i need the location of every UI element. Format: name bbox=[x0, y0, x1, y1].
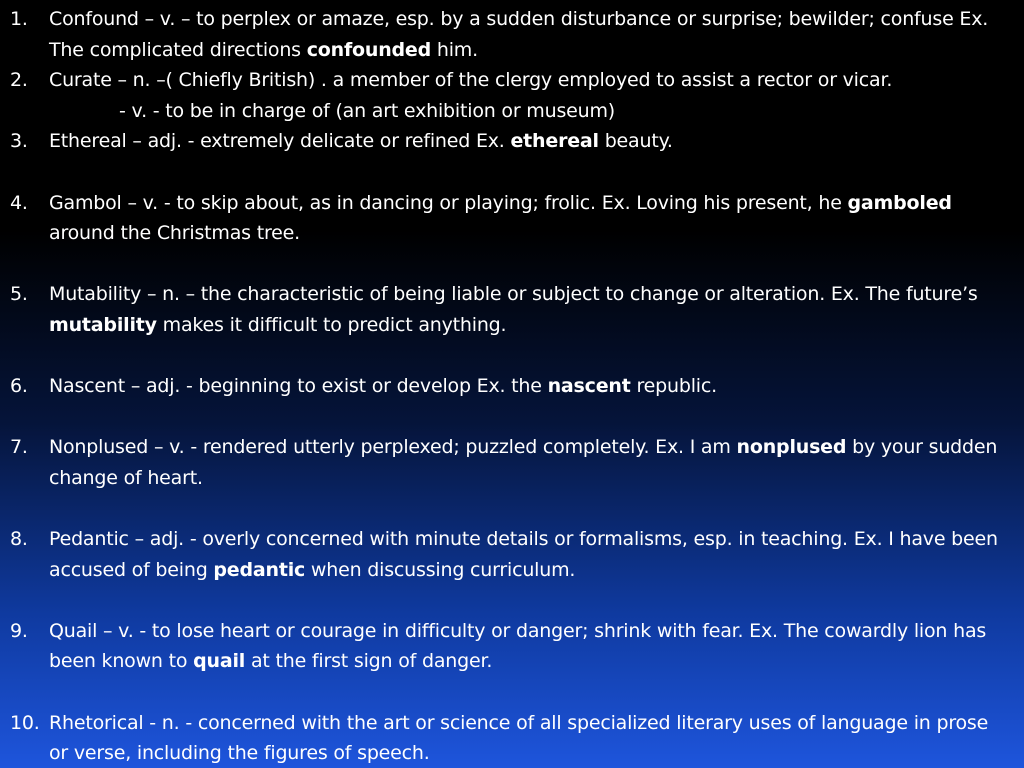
item-text bbox=[49, 371, 1010, 402]
list-item bbox=[0, 279, 1010, 340]
definition-text: Curate – n. –( Chiefly British) . a member of the clergy employed to assist a rector or vicar. bbox=[49, 69, 893, 92]
definition-text: Pedantic – adj. - overly concerned with minute details or formalisms, esp. in teaching. Ex. I have been accused of being bbox=[49, 528, 998, 581]
definition-text: Ethereal – adj. - extremely delicate or refined Ex. bbox=[49, 130, 511, 153]
item-text bbox=[49, 524, 1010, 585]
example-tail: republic. bbox=[630, 375, 717, 398]
example-keyword: nonplused bbox=[736, 436, 847, 459]
item-number: 4. bbox=[10, 191, 28, 214]
item-number: 10. bbox=[10, 711, 40, 734]
example-tail: at the first sign of danger. bbox=[245, 650, 493, 673]
list-item bbox=[0, 188, 1010, 249]
sub-definition: - v. - to be in charge of (an art exhibition or museum) bbox=[119, 99, 616, 122]
example-keyword: confounded bbox=[306, 38, 432, 61]
example-keyword: quail bbox=[193, 650, 246, 673]
item-number: 9. bbox=[10, 619, 28, 642]
item-text bbox=[49, 65, 1010, 126]
definition-text: Quail – v. - to lose heart or courage in difficulty or danger; shrink with fear. Ex. The cowardly lion has been known to bbox=[49, 619, 987, 673]
item-text bbox=[49, 126, 1010, 157]
list-item bbox=[0, 126, 1010, 157]
example-tail: him. bbox=[431, 38, 478, 61]
definition-text: Mutability – n. – the characteristic of being liable or subject to change or alteration. Ex. The future’s bbox=[49, 283, 978, 306]
item-text bbox=[49, 4, 1010, 65]
example-tail: around the Christmas tree. bbox=[49, 222, 300, 245]
definition-text: Rhetorical - n. - concerned with the art or science of all specialized literary uses of language in prose or verse, including the figures of speech. bbox=[49, 711, 989, 765]
example-keyword: pedantic bbox=[213, 558, 306, 581]
list-item bbox=[0, 432, 1010, 493]
example-keyword: gamboled bbox=[847, 191, 952, 214]
vocabulary-list bbox=[0, 4, 1010, 768]
list-item bbox=[0, 4, 1010, 65]
item-number: 2. bbox=[10, 69, 28, 92]
item-number: 5. bbox=[10, 283, 28, 306]
list-item bbox=[0, 65, 1010, 126]
item-text bbox=[49, 279, 1010, 340]
item-text bbox=[49, 708, 1010, 768]
definition-text: Confound – v. – to perplex or amaze, esp. by a sudden disturbance or surprise; bewilder; confuse Ex. The complicated directions bbox=[49, 8, 989, 61]
list-item bbox=[0, 708, 1010, 768]
list-item bbox=[0, 616, 1010, 677]
example-keyword: nascent bbox=[547, 375, 631, 398]
item-text bbox=[49, 616, 1010, 677]
item-text bbox=[49, 432, 1010, 493]
example-tail: beauty. bbox=[598, 130, 673, 153]
item-number: 3. bbox=[10, 130, 28, 153]
item-number: 6. bbox=[10, 375, 28, 398]
definition-text: Nascent – adj. - beginning to exist or develop Ex. the bbox=[49, 375, 548, 398]
list-item bbox=[0, 524, 1010, 585]
example-tail: when discussing curriculum. bbox=[305, 558, 576, 581]
item-number: 8. bbox=[10, 528, 28, 551]
item-number: 1. bbox=[10, 8, 28, 30]
example-keyword: mutability bbox=[49, 313, 157, 336]
example-tail: by your sudden change of heart. bbox=[49, 436, 998, 489]
example-tail: makes it difficult to predict anything. bbox=[156, 313, 507, 336]
definition-text: Gambol – v. - to skip about, as in dancing or playing; frolic. Ex. Loving his present, he bbox=[49, 191, 848, 214]
list-item bbox=[0, 371, 1010, 402]
item-text bbox=[49, 188, 1010, 249]
example-keyword: ethereal bbox=[510, 130, 599, 153]
item-number: 7. bbox=[10, 436, 28, 459]
definition-text: Nonplused – v. - rendered utterly perplexed; puzzled completely. Ex. I am bbox=[49, 436, 737, 459]
